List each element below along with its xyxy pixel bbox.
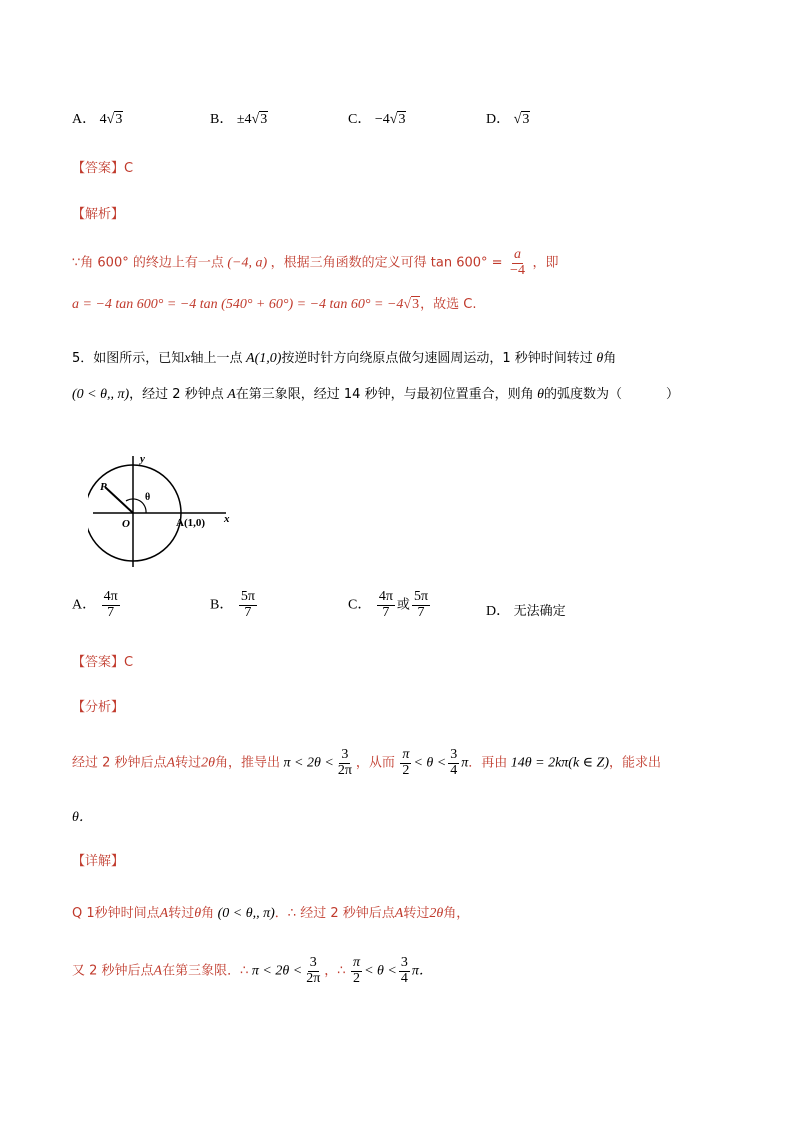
detail-text: 转过 <box>168 906 195 921</box>
detail-text: Q 1秒钟时间点 <box>72 906 160 921</box>
q4-answer <box>72 157 133 176</box>
detail-math: (0 < θ,, π) <box>217 906 275 921</box>
sqrt-symbol: √3 <box>106 112 123 127</box>
solution-text: ，根据三角函数的定义可得 tan 600° = <box>270 255 503 271</box>
radicand: 3 <box>260 112 268 127</box>
fraction <box>400 748 411 778</box>
fenxi-text: 角，推导出 <box>215 755 281 771</box>
point-a-label: A(1,0) <box>176 517 206 529</box>
stem-math: θ <box>537 387 544 402</box>
sqrt-symbol: √3 <box>389 112 406 127</box>
solution-math: a = −4 tan 600° = −4 tan (540° + 60°) = −4 tan 60° = −4 <box>72 297 404 312</box>
detail-math: < θ < <box>364 963 397 979</box>
detail-math: 2θ <box>429 906 444 921</box>
numerator: 3 <box>450 747 458 762</box>
solution-text: ∵角 600° 的终边上有一点 <box>72 255 224 271</box>
unit-circle-figure <box>88 450 238 568</box>
denominator: −4 <box>510 262 525 278</box>
detail-text: 又 2 秒钟后点 <box>72 963 154 979</box>
option-value: −4 <box>374 112 390 127</box>
radicand: 3 <box>522 112 530 127</box>
option-join: 或 <box>396 597 410 613</box>
fenxi-math: 14θ = 2kπ(k ∈ Z) <box>510 755 609 771</box>
q5-fenxi-line1 <box>72 748 661 778</box>
answer-tag: 【答案】 <box>72 161 125 176</box>
stem-text: 轴上一点 <box>190 351 243 366</box>
detail-text: ，∴ <box>324 963 346 979</box>
option-value: 4 <box>99 112 107 127</box>
numerator: 4π <box>378 589 393 604</box>
fenxi-text: ，从而 <box>355 755 395 771</box>
fenxi-text: 经过 2 秒钟后点 <box>72 755 167 771</box>
numerator: π <box>353 955 361 970</box>
q5-option-c <box>348 590 432 620</box>
denominator: 4 <box>450 762 458 778</box>
stem-text: 按逆时针方向绕原点做匀速圆周运动，1 秒钟时间转过 <box>281 351 593 366</box>
q4-analysis-tag <box>72 203 124 222</box>
numerator: π <box>402 747 410 762</box>
solution-text: ，故选 C. <box>420 297 477 312</box>
solution-math: (−4, a) <box>227 255 268 271</box>
q5-answer <box>72 651 133 670</box>
stem-text: 角 <box>603 351 617 366</box>
q4-option-a <box>72 108 123 128</box>
stem-math: A(1,0) <box>246 351 282 366</box>
fraction <box>377 590 395 620</box>
q4-option-b <box>210 108 268 128</box>
option-label: D． <box>486 604 511 619</box>
detail-text: 在第三象限．∴ <box>162 963 249 979</box>
detail-math: π． <box>411 963 433 979</box>
denominator: 2π <box>306 970 321 986</box>
radicand: 3 <box>412 297 420 312</box>
stem-text: ） <box>666 387 680 402</box>
option-label: C． <box>348 112 372 127</box>
fenxi-math: π < 2θ < <box>283 755 334 771</box>
fenxi-tag: 【分析】 <box>72 700 125 715</box>
fenxi-text: 转过 <box>175 755 202 771</box>
detail-tag: 【详解】 <box>72 854 125 869</box>
analysis-tag: 【解析】 <box>72 207 125 222</box>
q5-stem-line1 <box>72 347 616 367</box>
fenxi-text: ．再由 <box>468 755 508 771</box>
fraction <box>239 590 257 620</box>
denominator: 2π <box>337 762 352 778</box>
solution-text: ，即 <box>532 255 559 271</box>
q4-option-c <box>348 108 406 128</box>
x-axis-label: x <box>224 513 230 525</box>
detail-text: 转过 <box>403 906 430 921</box>
detail-text: 角， <box>443 906 470 921</box>
fraction <box>448 748 459 778</box>
option-label: B． <box>210 112 234 127</box>
q5-option-d <box>486 600 566 620</box>
origin-label: O <box>122 518 130 530</box>
stem-math: (0 < θ,, π) <box>72 387 130 402</box>
detail-math: A <box>159 906 169 921</box>
radicand: 3 <box>115 112 123 127</box>
detail-text: 角 <box>201 906 215 921</box>
point-p-label: P <box>100 481 107 493</box>
detail-text: ．∴ 经过 2 秒钟后点 <box>274 906 395 921</box>
detail-math: π < 2θ < <box>251 963 303 979</box>
denominator: 4 <box>400 970 408 986</box>
answer-tag: 【答案】 <box>72 655 125 670</box>
fraction <box>304 956 322 986</box>
denominator: 2 <box>353 970 361 986</box>
stem-text: 在第三象限，经过 14 秒钟，与最初位置重合，则角 <box>235 387 534 402</box>
theta-label: θ <box>145 492 151 503</box>
stem-text: 5．如图所示，已知 <box>72 351 185 366</box>
fraction <box>508 248 527 278</box>
stem-math: A <box>227 387 236 402</box>
numerator: 3 <box>309 955 317 970</box>
numerator: 3 <box>341 747 349 762</box>
fraction <box>351 956 362 986</box>
q5-option-b <box>210 590 259 620</box>
q4-solution-line2 <box>72 293 476 313</box>
option-label: B． <box>210 597 234 613</box>
answer-value: C <box>124 161 134 176</box>
q5-fenxi-line2 <box>72 806 93 826</box>
detail-math: A <box>153 963 163 979</box>
fraction <box>102 590 120 620</box>
denominator: 7 <box>107 604 115 620</box>
option-label: C． <box>348 597 372 613</box>
q5-detail-line1 <box>72 902 469 922</box>
fraction <box>399 956 410 986</box>
detail-math: θ <box>194 906 202 921</box>
denominator: 2 <box>402 762 410 778</box>
denominator: 7 <box>417 604 425 620</box>
answer-value: C <box>124 655 134 670</box>
fraction <box>412 590 430 620</box>
denominator: 7 <box>382 604 390 620</box>
numerator: 5π <box>240 589 255 604</box>
option-label: A． <box>72 112 97 127</box>
stem-text: 的弧度数为（ <box>543 387 622 402</box>
numerator: 5π <box>413 589 429 604</box>
fenxi-math: θ． <box>72 810 93 825</box>
stem-math: θ <box>596 351 604 366</box>
option-label: D． <box>486 112 511 127</box>
q5-stem-line2 <box>72 383 679 403</box>
q5-detail-tag <box>72 850 124 869</box>
q5-option-a <box>72 590 122 620</box>
numerator: 3 <box>400 955 408 970</box>
fenxi-math: π <box>461 755 469 771</box>
fenxi-math: < θ < <box>413 755 447 771</box>
detail-math: A <box>394 906 404 921</box>
numerator: a <box>514 247 521 262</box>
q4-solution-line1 <box>72 248 558 278</box>
fenxi-math: 2θ <box>201 755 216 771</box>
stem-text: ，经过 2 秒钟点 <box>129 387 224 402</box>
angle-arc <box>126 499 146 513</box>
q4-option-d <box>486 108 530 128</box>
fraction <box>336 748 354 778</box>
q5-detail-line2 <box>72 956 433 986</box>
radicand: 3 <box>398 112 406 127</box>
option-value: 无法确定 <box>513 604 566 619</box>
stem-math: x <box>184 351 191 366</box>
y-axis-label: y <box>140 453 145 465</box>
q5-fenxi-tag <box>72 696 124 715</box>
fenxi-math: A <box>166 755 176 771</box>
sqrt-symbol: √3 <box>513 112 530 127</box>
sqrt-symbol: √3 <box>251 112 268 127</box>
sqrt-symbol: √3 <box>403 297 420 312</box>
fenxi-text: ，能求出 <box>609 755 662 771</box>
option-value: ±4 <box>236 112 252 127</box>
numerator: 4π <box>103 589 118 604</box>
denominator: 7 <box>244 604 252 620</box>
option-label: A． <box>72 597 97 613</box>
